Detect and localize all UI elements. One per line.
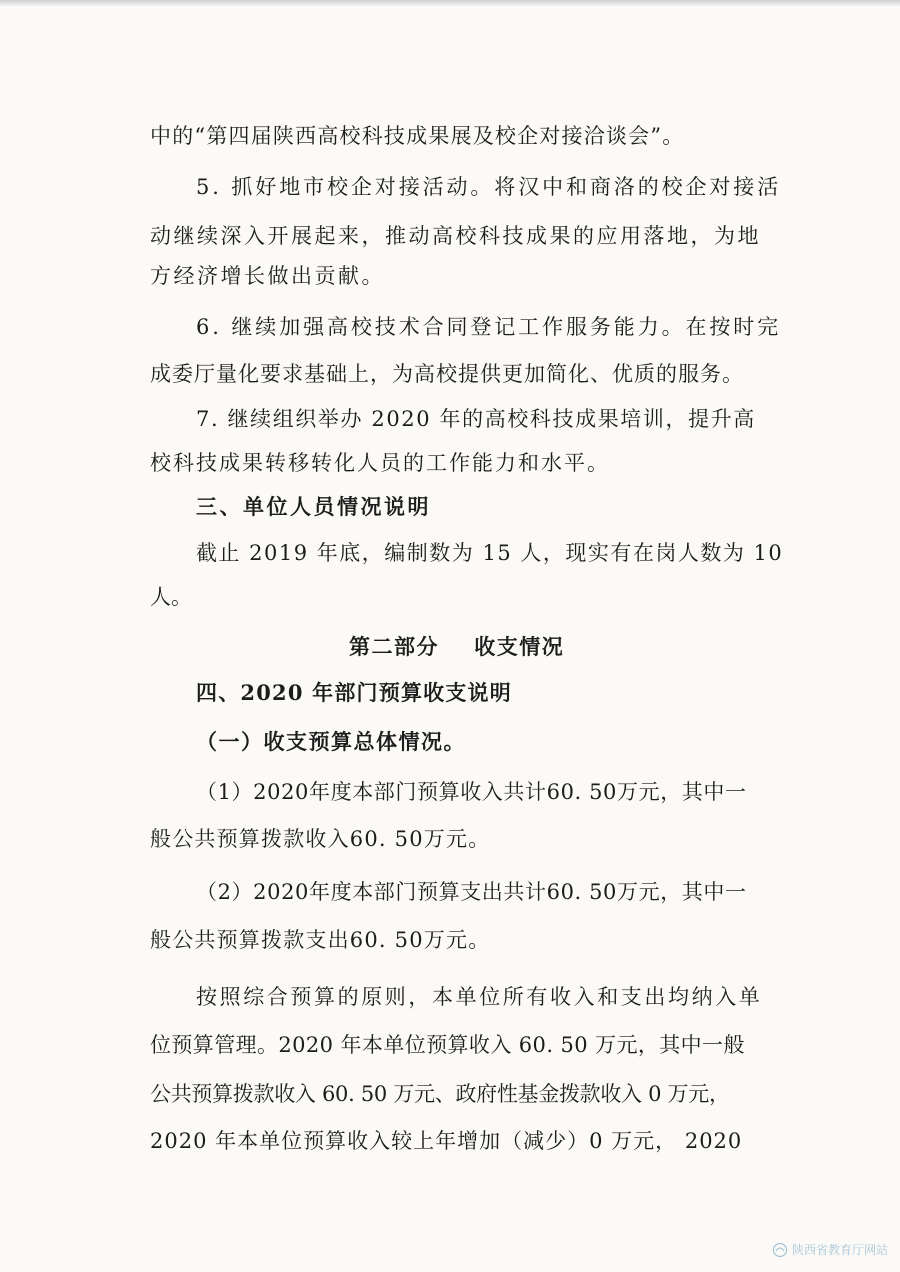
paragraph-line: 6. 继续加强高校技术合同登记工作服务能力。在按时完 xyxy=(196,315,782,339)
paragraph-line: 中的“第四届陕西高校科技成果展及校企对接洽谈会”。 xyxy=(150,124,685,148)
paragraph-line: 按照综合预算的原则，本单位所有收入和支出均纳入单 xyxy=(196,985,763,1009)
paragraph-line: （2）2020年度本部门预算支出共计60. 50万元，其中一 xyxy=(196,880,747,904)
part-title: 第二部分 收支情况 xyxy=(349,634,565,659)
paragraph-line: 般公共预算拨款收入60. 50万元。 xyxy=(150,827,491,851)
paragraph-line: 方经济增长做出贡献。 xyxy=(150,264,385,288)
paragraph-line: 般公共预算拨款支出60. 50万元。 xyxy=(150,928,491,952)
paragraph-line: 公共预算拨款收入 60. 50 万元、政府性基金拨款收入 0 万元， xyxy=(150,1082,730,1106)
paragraph-line: 成委厅量化要求基础上，为高校提供更加简化、优质的服务。 xyxy=(150,362,744,386)
paragraph-line: 位预算管理。2020 年本单位预算收入 60. 50 万元，其中一般 xyxy=(150,1033,745,1057)
subsection-heading: （一）收支预算总体情况。 xyxy=(196,729,466,754)
paragraph-line: 截止 2019 年底，编制数为 15 人，现实有在岗人数为 10 xyxy=(196,541,784,565)
section-heading: 四、2020 年部门预算收支说明 xyxy=(196,680,512,705)
paragraph-line: 校科技成果转移转化人员的工作能力和水平。 xyxy=(150,451,610,475)
paragraph-line: 人。 xyxy=(150,585,192,609)
section-heading: 三、单位人员情况说明 xyxy=(196,494,431,519)
paragraph-line: 动继续深入开展起来，推动高校科技成果的应用落地，为地 xyxy=(150,224,761,248)
ministry-logo-icon xyxy=(772,1242,788,1258)
site-watermark xyxy=(772,1241,888,1258)
paragraph-line: （1）2020年度本部门预算收入共计60. 50万元，其中一 xyxy=(196,780,747,804)
paragraph-line: 2020 年本单位预算收入较上年增加（减少）0 万元， 2020 xyxy=(150,1129,743,1153)
watermark-text: 陕西省教育厅网站 xyxy=(791,1243,888,1257)
paragraph-line: 5. 抓好地市校企对接活动。将汉中和商洛的校企对接活 xyxy=(196,175,782,199)
scan-edge xyxy=(0,0,900,6)
paragraph-line: 7. 继续组织举办 2020 年的高校科技成果培训，提升高 xyxy=(196,407,756,431)
